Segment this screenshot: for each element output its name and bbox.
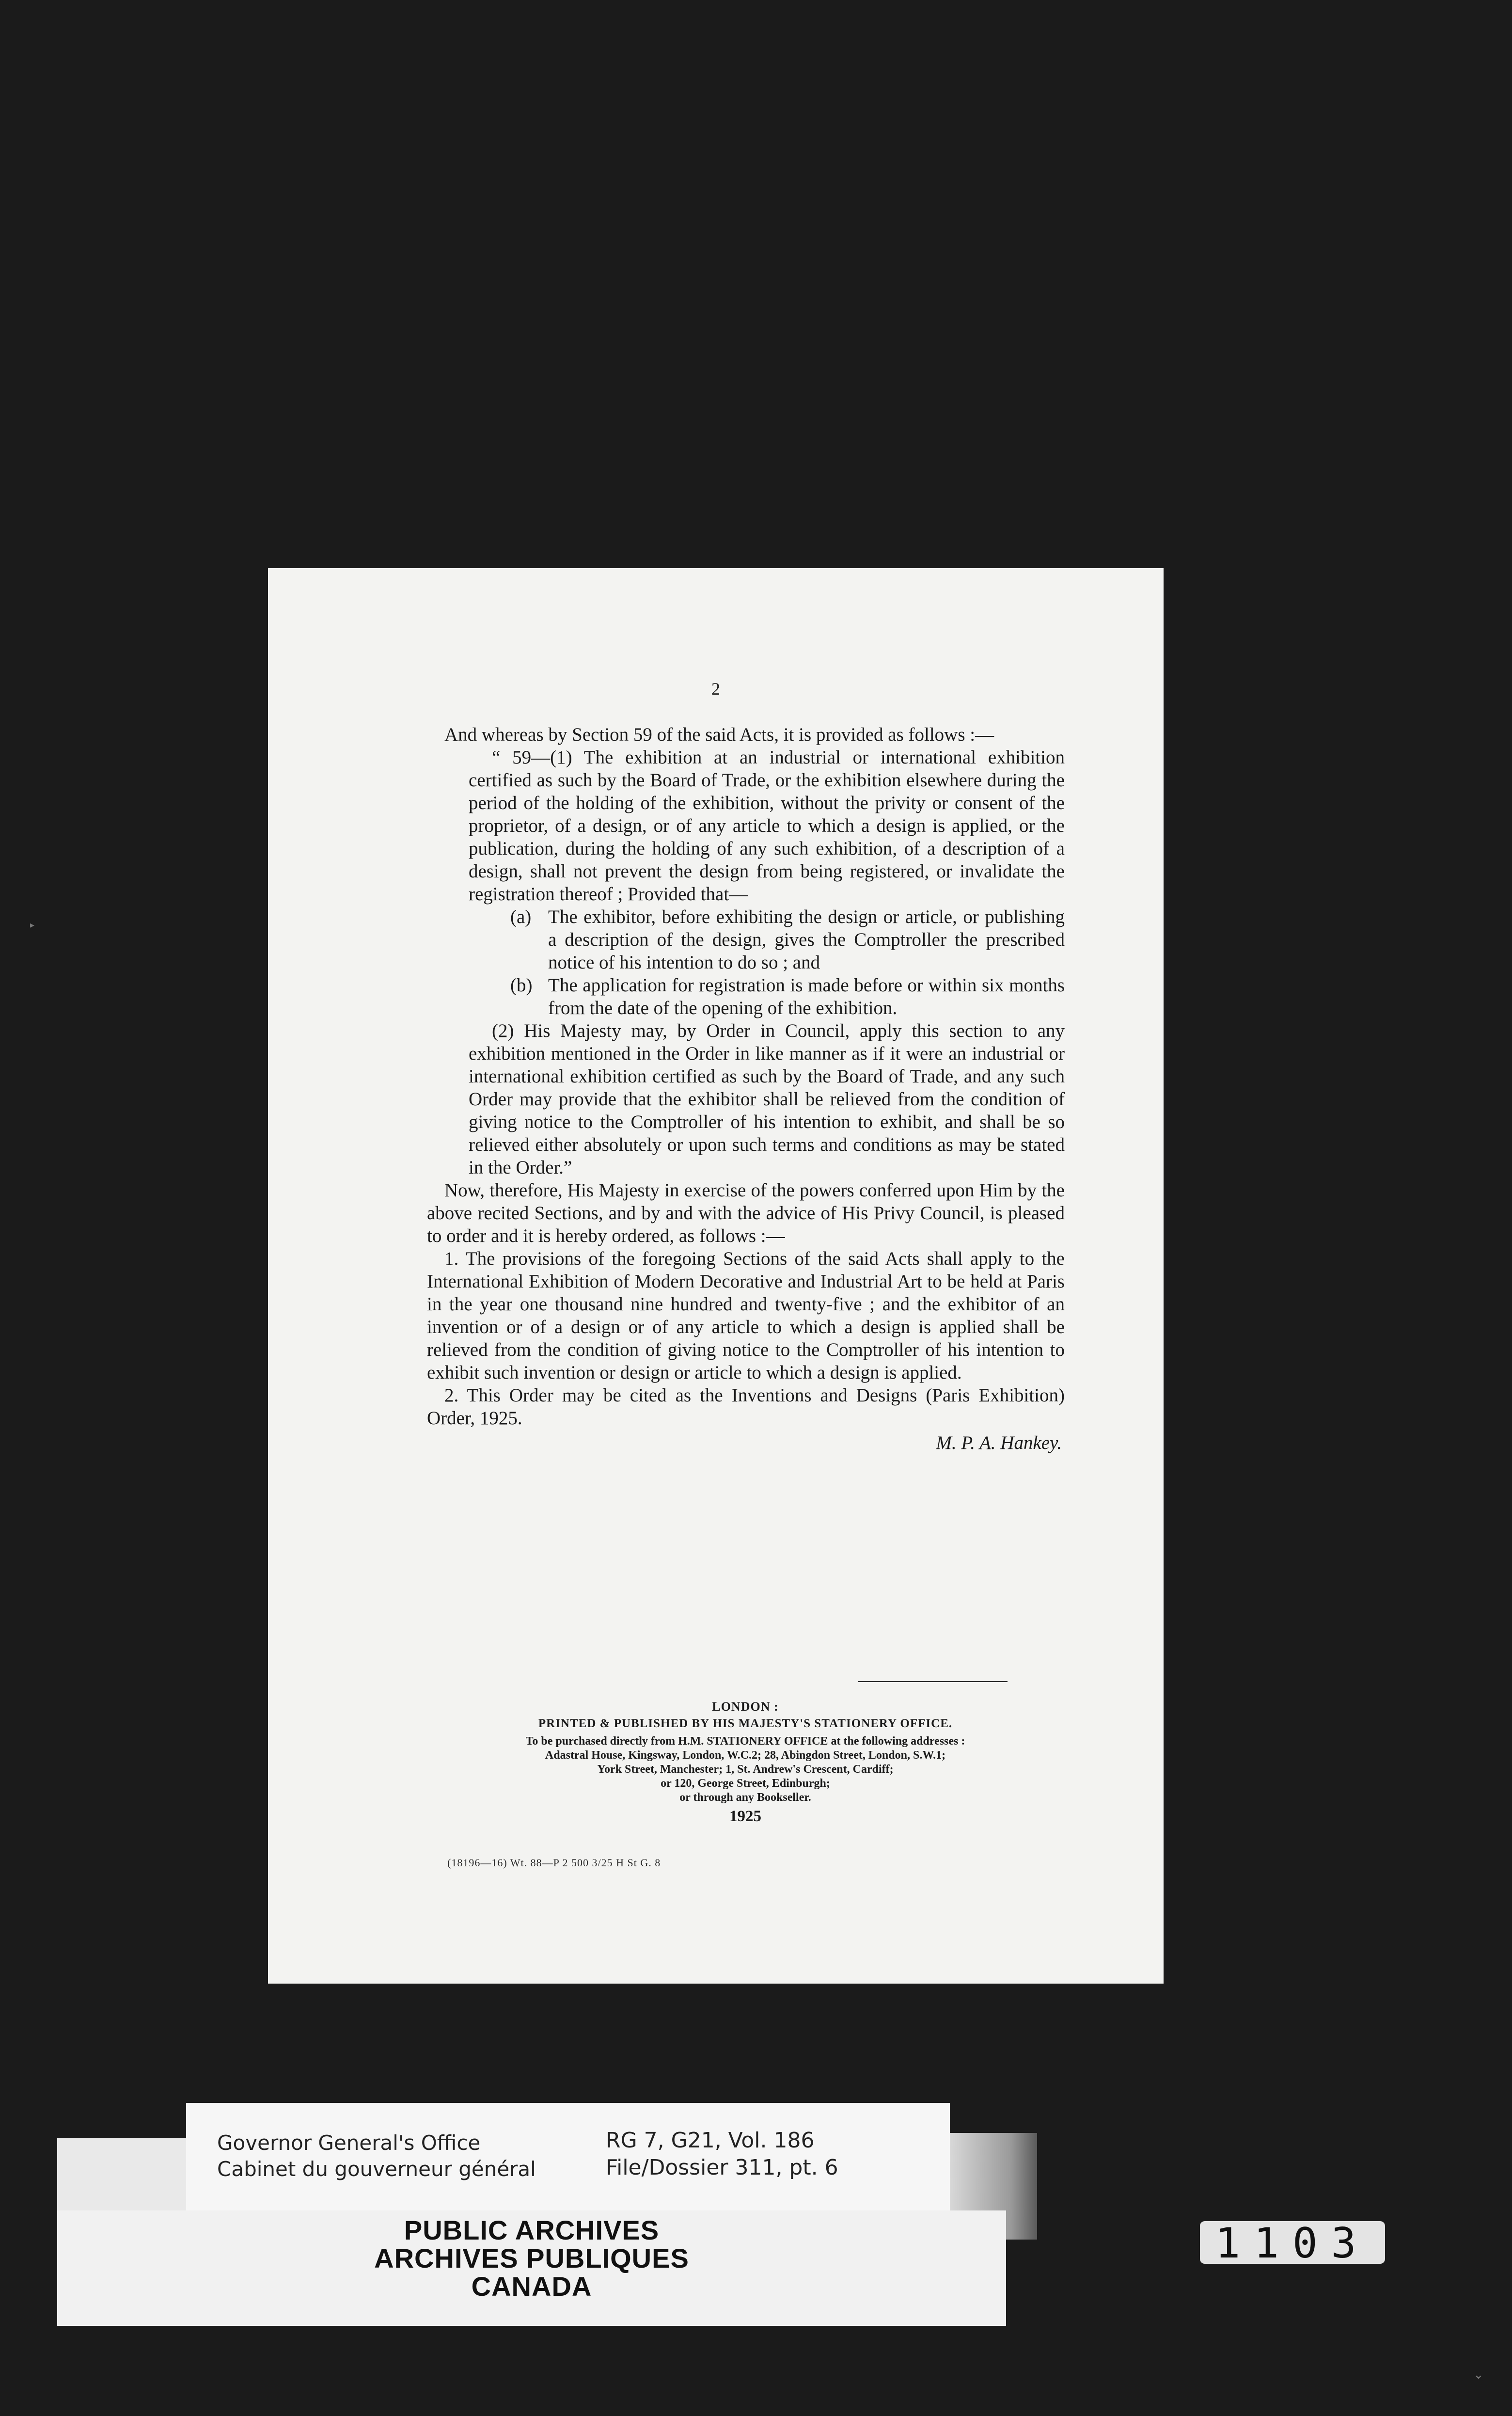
paragraph: Now, therefore, His Majesty in exercise of the powers conferred upon Him by the above recited Sections, and by and with the advice of His Privy Council, is pleased to order and it is hereby ordered, as follows :—	[427, 1180, 1065, 1246]
archives-line-english: PUBLIC ARCHIVES	[404, 2215, 660, 2245]
imprint-year: 1925	[729, 1808, 761, 1825]
office-english: Governor General's Office	[217, 2131, 481, 2155]
list-item	[510, 974, 1065, 1019]
document-page	[268, 568, 1164, 1984]
item-text: The exhibitor, before exhibiting the design or article, or publishing a description of the design, gives the Comptroller the prescribed notice of his intention to do so ; and	[548, 906, 1065, 973]
signature: M. P. A. Hankey.	[936, 1432, 1062, 1453]
print-code: (18196—16) Wt. 88—P 2 500 3/25 H St G. 8	[447, 1857, 661, 1869]
item-label: (b)	[510, 975, 533, 996]
dust-speck: ▸	[30, 920, 35, 930]
frame-number: 1103	[1215, 2221, 1370, 2264]
frame-counter	[1200, 2221, 1385, 2264]
paragraph: 1. The provisions of the foregoing Sections of the said Acts shall apply to the International Exhibition of Modern Decorative and Industrial Art to be held at Paris in the year one thousand nine hundred and twenty-five ; and the exhibitor of an invention or of a design or of any article to which a design is applied shall be relieved from the condition of giving notice to the Comptroller of his intention to exhibit such invention or design or article to which a design is applied.	[427, 1248, 1065, 1383]
printer-imprint	[394, 1700, 1097, 1824]
imprint-place: LONDON :	[712, 1700, 779, 1714]
item-label: (a)	[510, 906, 532, 927]
document-body	[427, 723, 1065, 1454]
dust-speck: ⌄	[1473, 2368, 1484, 2382]
office-french: Cabinet du gouverneur général	[217, 2157, 536, 2181]
imprint-line: To be purchased directly from H.M. STATIONERY OFFICE at the following addresses :	[525, 1735, 965, 1748]
paragraph: 2. This Order may be cited as the Inventions and Designs (Paris Exhibition) Order, 1925.	[427, 1385, 1065, 1429]
page-number: 2	[711, 679, 720, 699]
signature-rule	[858, 1681, 1008, 1682]
imprint-line: or 120, George Street, Edinburgh;	[661, 1777, 830, 1790]
list-item	[510, 906, 1065, 974]
imprint-line: or through any Bookseller.	[679, 1791, 811, 1804]
office-block	[217, 2130, 536, 2182]
item-text: The application for registration is made before or within six months from the date of the opening of the exhibition.	[548, 975, 1065, 1018]
quoted-paragraph: “ 59—(1) The exhibition at an industrial or international exhibition certified as such by the Board of Trade, or the exhibition elsewhere during the period of the holding of the exhibition, without the privity or consent of the proprietor, of a design, or of any article to which a design is applied, or the publication, during the holding of any such exhibition, of a description of a design, shall not prevent the design from being registered, or invalidate the registration thereof ; Provided that—	[469, 747, 1065, 905]
quoted-paragraph: (2) His Majesty may, by Order in Council, apply this section to any exhibition mentioned in the Order in like manner as if it were an industrial or international exhibition certified as such by the Board of Trade, and any such Order may provide that the exhibitor shall be relieved from the condition of giving notice to the Comptroller of his intention to exhibit, and shall be so relieved either absolutely or upon such terms and conditions as may be stated in the Order.”	[469, 1020, 1065, 1178]
archives-line-country: CANADA	[471, 2271, 592, 2302]
file-reference: File/Dossier 311, pt. 6	[606, 2155, 838, 2180]
archive-label	[186, 2103, 950, 2210]
imprint-line: Adastral House, Kingsway, London, W.C.2; 28, Abingdon Street, London, S.W.1;	[545, 1749, 946, 1762]
imprint-line: York Street, Manchester; 1, St. Andrew's Crescent, Cardiff;	[597, 1763, 894, 1776]
archives-line-french: ARCHIVES PUBLIQUES	[374, 2243, 689, 2273]
paragraph: And whereas by Section 59 of the said Acts, it is provided as follows :—	[444, 724, 994, 745]
reference-block	[606, 2127, 838, 2181]
imprint-publisher: PRINTED & PUBLISHED BY HIS MAJESTY'S STATIONERY OFFICE.	[538, 1717, 953, 1730]
archives-stamp	[57, 2216, 1006, 2301]
archives-stamp-strip	[57, 2210, 1006, 2326]
record-group-reference: RG 7, G21, Vol. 186	[606, 2128, 815, 2153]
